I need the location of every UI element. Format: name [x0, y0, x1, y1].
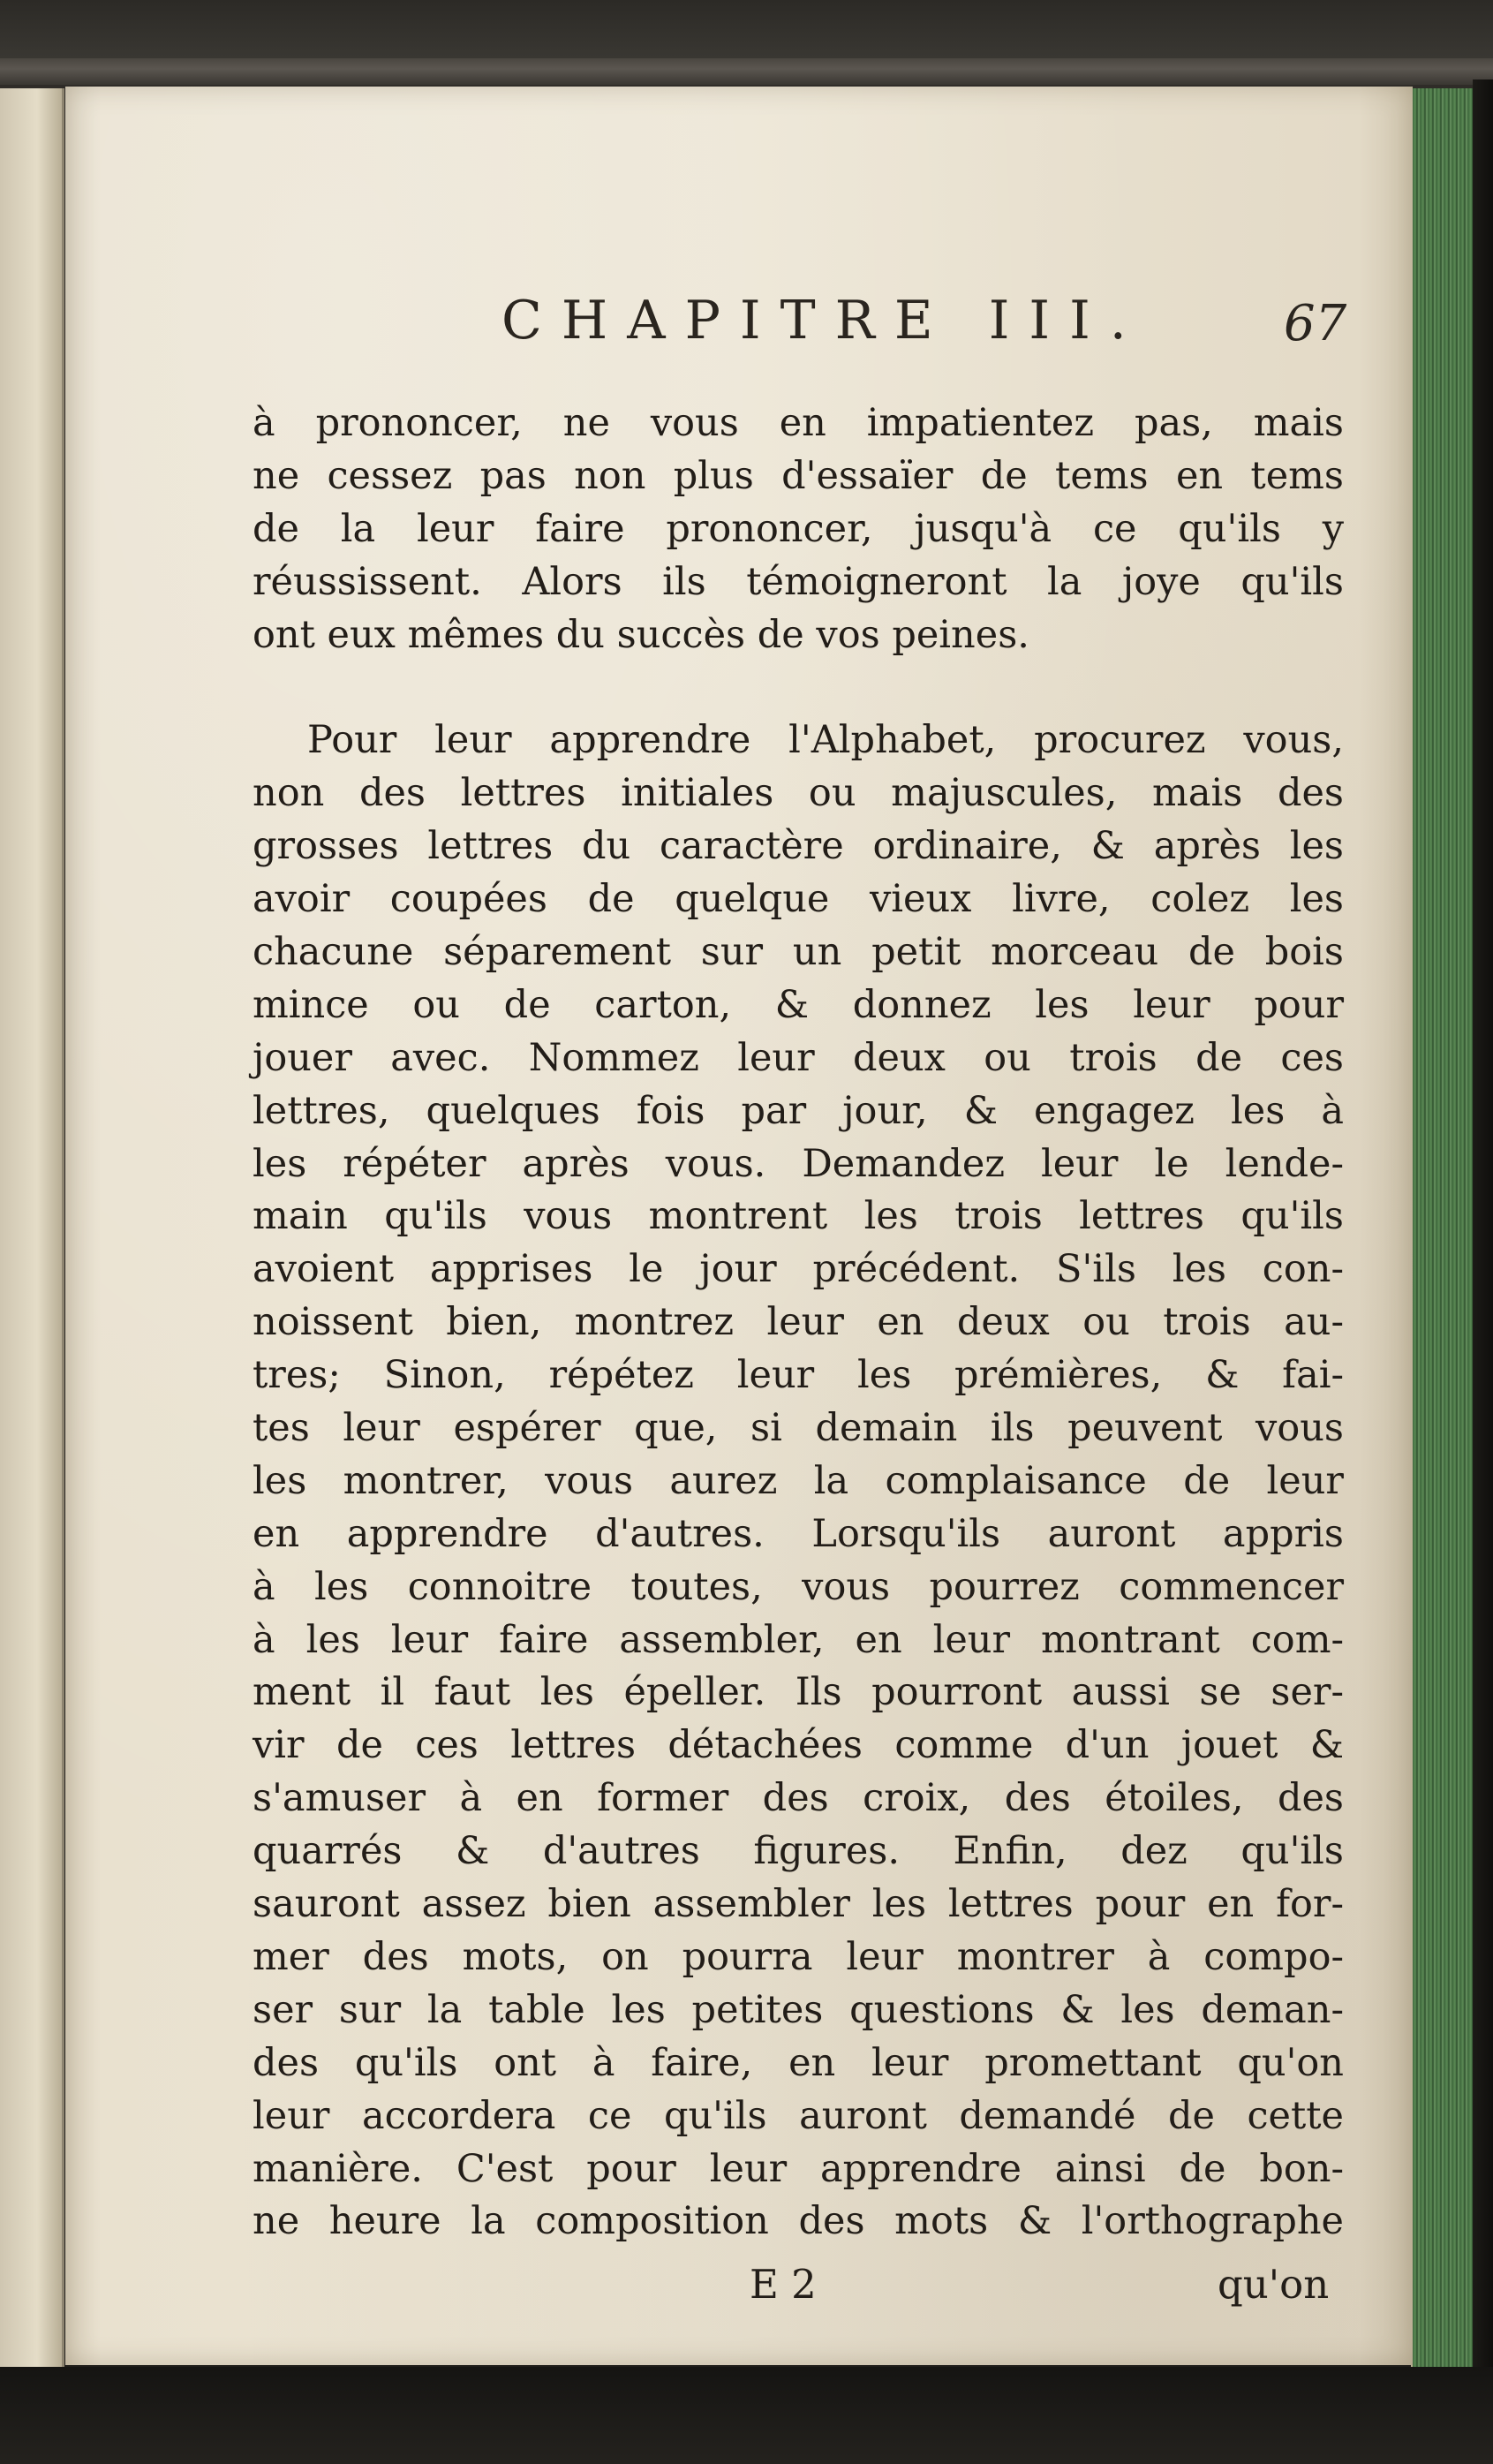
paragraph-2 — [253, 714, 1344, 2249]
text-line: en apprendre d'autres. Lorsqu'ils auront appris — [253, 1511, 1344, 1556]
text-line: de la leur faire prononcer, jusqu'à ce qu'ils y — [253, 506, 1344, 551]
text-line: lettres, quelques fois par jour, & engagez les à — [253, 1088, 1344, 1133]
catchword: qu'on — [1218, 2261, 1330, 2308]
text-line: ne cessez pas non plus d'essaïer de tems en tems — [253, 453, 1344, 498]
page-fore-edge — [1411, 88, 1474, 2367]
book-cover-edge — [0, 58, 1493, 85]
text-line: mince ou de carton, & donnez les leur pour — [253, 982, 1344, 1027]
text-line: chacune séparement sur un petit morceau de bois — [253, 930, 1344, 975]
text-line: avoir coupées de quelque vieux livre, colez les — [253, 877, 1344, 922]
text-line: les répéter après vous. Demandez leur le lende- — [253, 1141, 1344, 1186]
signature-mark: E 2 — [750, 2261, 817, 2308]
text-line: s'amuser à en former des croix, des étoiles, des — [253, 1776, 1344, 1821]
text-line: réussissent. Alors ils témoigneront la joye qu'ils — [253, 559, 1344, 604]
text-line: leur accordera ce qu'ils auront demandé de cette — [253, 2093, 1344, 2138]
text-line: non des lettres initiales ou majuscules, mais des — [253, 771, 1344, 816]
text-line: avoient apprises le jour précédent. S'ils les con- — [253, 1247, 1344, 1292]
text-line: ser sur la table les petites questions & les deman- — [253, 1987, 1344, 2032]
text-line: noissent bien, montrez leur en deux ou trois au- — [253, 1300, 1344, 1345]
text-line: ment il faut les épeller. Ils pourront aussi se ser- — [253, 1670, 1344, 1715]
paragraph-1 — [253, 397, 1344, 661]
text-line: tres; Sinon, répétez leur les prémières, & fai- — [253, 1353, 1344, 1398]
running-head: CHAPITRE III. — [501, 290, 1146, 351]
text-line: tes leur espérer que, si demain ils peuvent vous — [253, 1406, 1344, 1451]
text-line: à les leur faire assembler, en leur montrant com- — [253, 1617, 1344, 1662]
text-line: jouer avec. Nommez leur deux ou trois de ces — [253, 1035, 1344, 1080]
text-line: des qu'ils ont à faire, en leur promettant qu'on — [253, 2040, 1344, 2085]
edge-shadow — [1473, 79, 1493, 2393]
text-line: mer des mots, on pourra leur montrer à compo- — [253, 1934, 1344, 1979]
text-line: vir de ces lettres détachées comme d'un jouet & — [253, 1723, 1344, 1768]
page-number: 67 — [1284, 295, 1347, 352]
text-line: sauront assez bien assembler les lettres pour en for- — [253, 1882, 1344, 1927]
text-line: quarrés & d'autres figures. Enfin, dez qu'ils — [253, 1829, 1344, 1874]
text-line: ont eux mêmes du succès de vos peines. — [253, 612, 1029, 657]
text-line: Pour leur apprendre l'Alphabet, procurez vous, — [307, 718, 1344, 763]
text-line: grosses lettres du caractère ordinaire, & après les — [253, 824, 1344, 869]
facing-page-edge — [0, 88, 64, 2367]
text-line: manière. C'est pour leur apprendre ainsi de bon- — [253, 2146, 1344, 2191]
body-text — [253, 397, 1344, 2249]
text-line: main qu'ils vous montrent les trois lettres qu'ils — [253, 1194, 1344, 1239]
bottom-background — [0, 2367, 1493, 2464]
text-line: ne heure la composition des mots & l'orthographe — [253, 2199, 1344, 2244]
text-line: les montrer, vous aurez la complaisance de leur — [253, 1458, 1344, 1503]
book-page — [65, 87, 1413, 2365]
paragraph-gap — [253, 661, 1344, 714]
text-line: à prononcer, ne vous en impatientez pas, mais — [253, 401, 1344, 445]
text-line: à les connoitre toutes, vous pourrez commencer — [253, 1564, 1344, 1609]
